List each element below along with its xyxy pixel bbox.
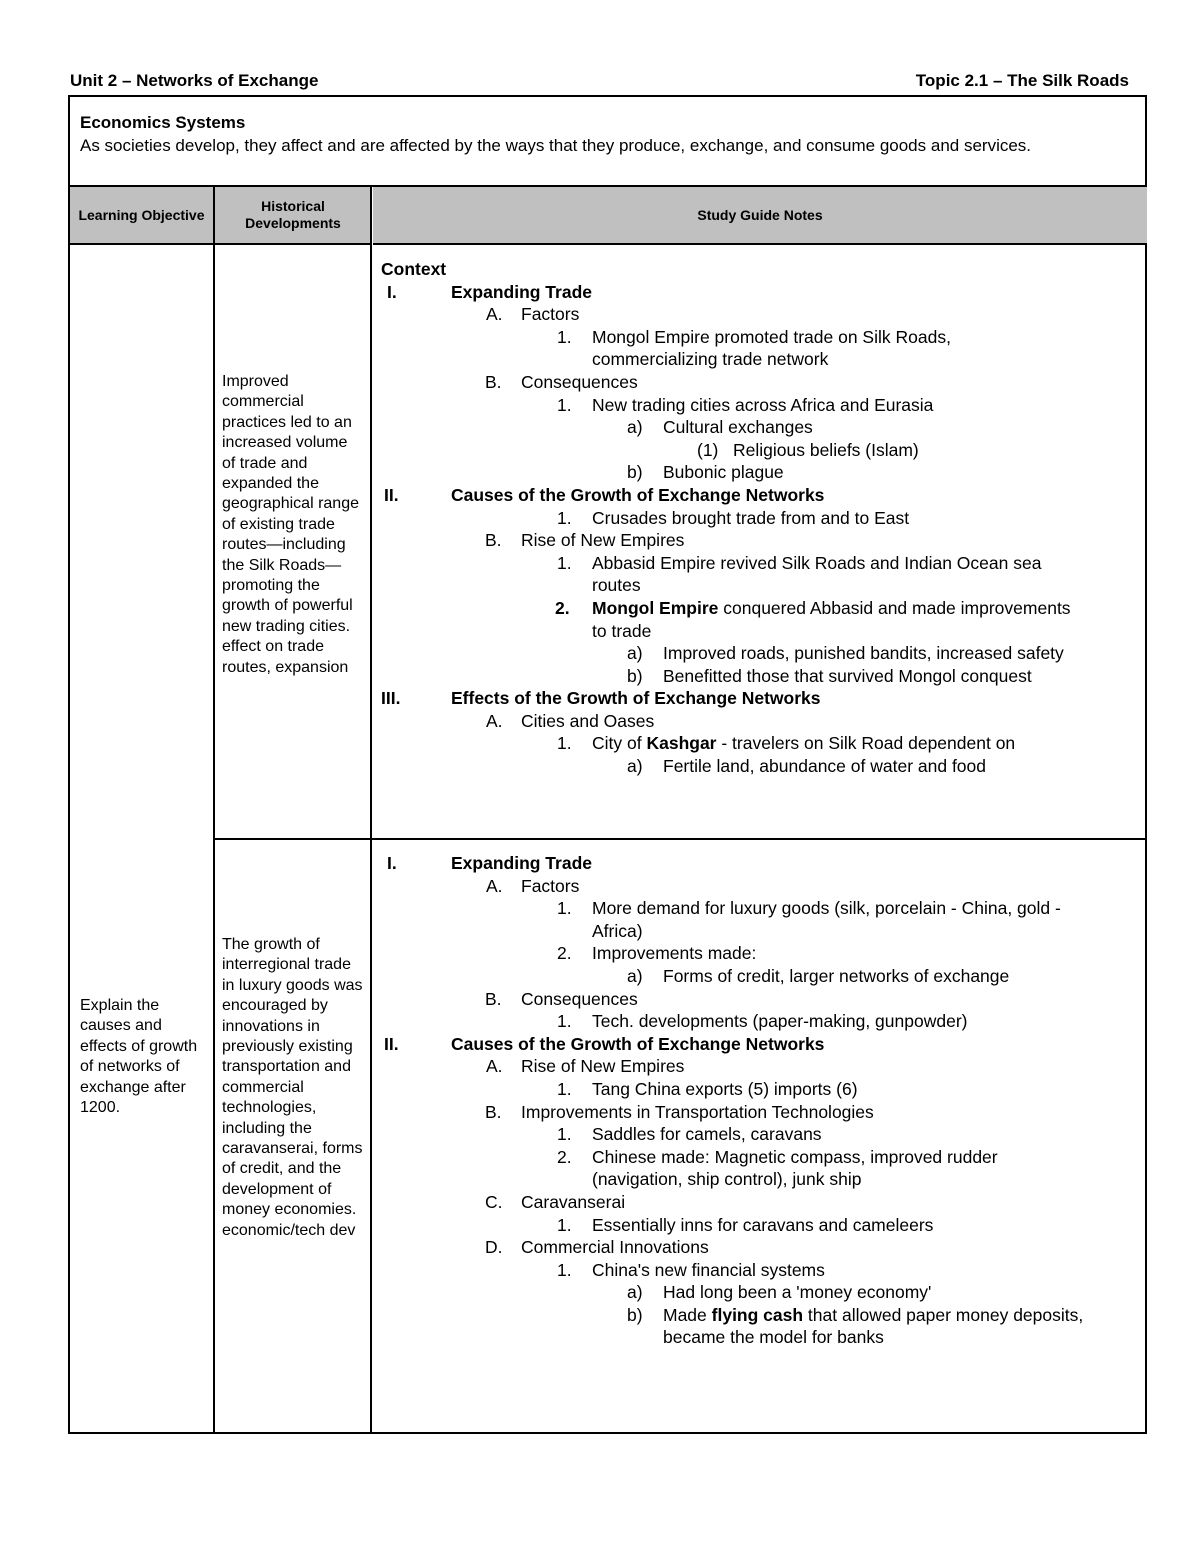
outline-letter: A. Factors	[486, 875, 580, 896]
study-guide-table	[68, 95, 1147, 1434]
historical-development-1: Improved commercial practices led to an increased volume of trade and expanded the geographical range of existing trade routes—including the Silk Roads—promoting the growth of powerful new trading cities. effect on trade routes, expansion	[222, 373, 359, 676]
outline-number: 2. Mongol Empire conquered Abbasid and made improvements	[555, 597, 1071, 618]
outline-sub-letter: a) Had long been a 'money economy'	[627, 1282, 932, 1303]
outline-number: 1. New trading cities across Africa and Eurasia	[557, 394, 934, 415]
outline-number: 1. Saddles for camels, caravans	[557, 1124, 822, 1145]
column-divider	[213, 187, 215, 1432]
unit-title: Unit 2 – Networks of Exchange	[70, 71, 319, 90]
row-divider	[213, 838, 1145, 840]
outline-letter: B. Rise of New Empires	[485, 530, 685, 551]
outline-continuation: Africa)	[592, 920, 643, 941]
outline-number: 1. City of Kashgar - travelers on Silk Road dependent on	[557, 733, 1016, 754]
outline-letter: B. Consequences	[485, 371, 638, 392]
outline-continuation: routes	[592, 575, 641, 596]
outline-number: 1. Crusades brought trade from and to East	[557, 507, 910, 528]
learning-objective-text: Explain the causes and effects of growth of networks of exchange after 1200.	[80, 997, 198, 1117]
outline-number: 1. Abbasid Empire revived Silk Roads and Indian Ocean sea	[557, 552, 1042, 573]
economics-systems-text: As societies develop, they affect and are affected by the ways that they produce, exchange, and consume goods and services.	[80, 136, 1032, 155]
context-heading: Context	[381, 259, 447, 279]
outline-letter: A. Rise of New Empires	[486, 1056, 685, 1077]
outline-roman: I. Expanding Trade	[387, 281, 592, 302]
study-notes-1	[381, 258, 1071, 778]
outline-sub-letter: a) Improved roads, punished bandits, increased safety	[627, 643, 1064, 664]
outline-number: 1. Tang China exports (5) imports (6)	[557, 1078, 858, 1099]
outline-number: 2. Improvements made:	[557, 943, 757, 964]
outline-sub-letter: a) Fertile land, abundance of water and food	[627, 756, 986, 777]
outline-roman: I. Expanding Trade	[387, 853, 592, 873]
outline-sub-letter: b) Benefitted those that survived Mongol conquest	[627, 665, 1032, 686]
outline-letter: B. Improvements in Transportation Technologies	[485, 1101, 874, 1122]
outline-number: 1. More demand for luxury goods (silk, porcelain - China, gold -	[557, 898, 1061, 919]
outline-continuation: commercializing trade network	[592, 349, 829, 370]
outline-continuation: to trade	[592, 620, 652, 641]
outline-number: 1. China's new financial systems	[557, 1259, 825, 1280]
outline-sub-letter: a) Forms of credit, larger networks of exchange	[627, 965, 1010, 986]
historical-development-2: The growth of interregional trade in luxury goods was encouraged by innovations in previously existing transportation and commercial technologies, including the caravanserai, forms of credit, and the development of money economies. economic/tech dev	[222, 936, 363, 1239]
study-notes-2	[381, 852, 1083, 1349]
outline-number: 1. Mongol Empire promoted trade on Silk Roads,	[557, 326, 951, 347]
column-divider	[370, 187, 372, 1432]
outline-letter: D. Commercial Innovations	[485, 1237, 709, 1258]
economics-systems-box	[70, 97, 1145, 187]
outline-letter: A. Factors	[486, 304, 580, 325]
col-header-historical-developments: Historical Developments	[215, 187, 371, 245]
outline-continuation: (navigation, ship control), junk ship	[592, 1169, 862, 1190]
outline-sub-letter: b) Bubonic plague	[627, 462, 784, 483]
outline-roman: III. Effects of the Growth of Exchange Networks	[381, 688, 821, 709]
outline-number: 2. Chinese made: Magnetic compass, improved rudder	[557, 1146, 998, 1167]
outline-roman: II. Causes of the Growth of Exchange Networks	[384, 1033, 825, 1054]
outline-continuation: became the model for banks	[663, 1327, 884, 1348]
topic-title: Topic 2.1 – The Silk Roads	[915, 71, 1129, 90]
col-header-study-guide-notes: Study Guide Notes	[373, 187, 1147, 245]
outline-paren-number: (1) Religious beliefs (Islam)	[697, 439, 919, 460]
col-header-learning-objective: Learning Objective	[70, 187, 213, 245]
outline-number: 1. Essentially inns for caravans and cameleers	[557, 1214, 934, 1235]
outline-number: 1. Tech. developments (paper-making, gunpowder)	[557, 1011, 968, 1032]
outline-roman: II. Causes of the Growth of Exchange Networks	[384, 484, 825, 505]
outline-letter: B. Consequences	[485, 988, 638, 1009]
economics-systems-title: Economics Systems	[80, 113, 246, 132]
outline-letter: A. Cities and Oases	[486, 710, 655, 731]
outline-letter: C. Caravanserai	[485, 1191, 626, 1212]
outline-sub-letter: b) Made flying cash that allowed paper money deposits,	[627, 1304, 1084, 1325]
outline-sub-letter: a) Cultural exchanges	[627, 417, 813, 438]
